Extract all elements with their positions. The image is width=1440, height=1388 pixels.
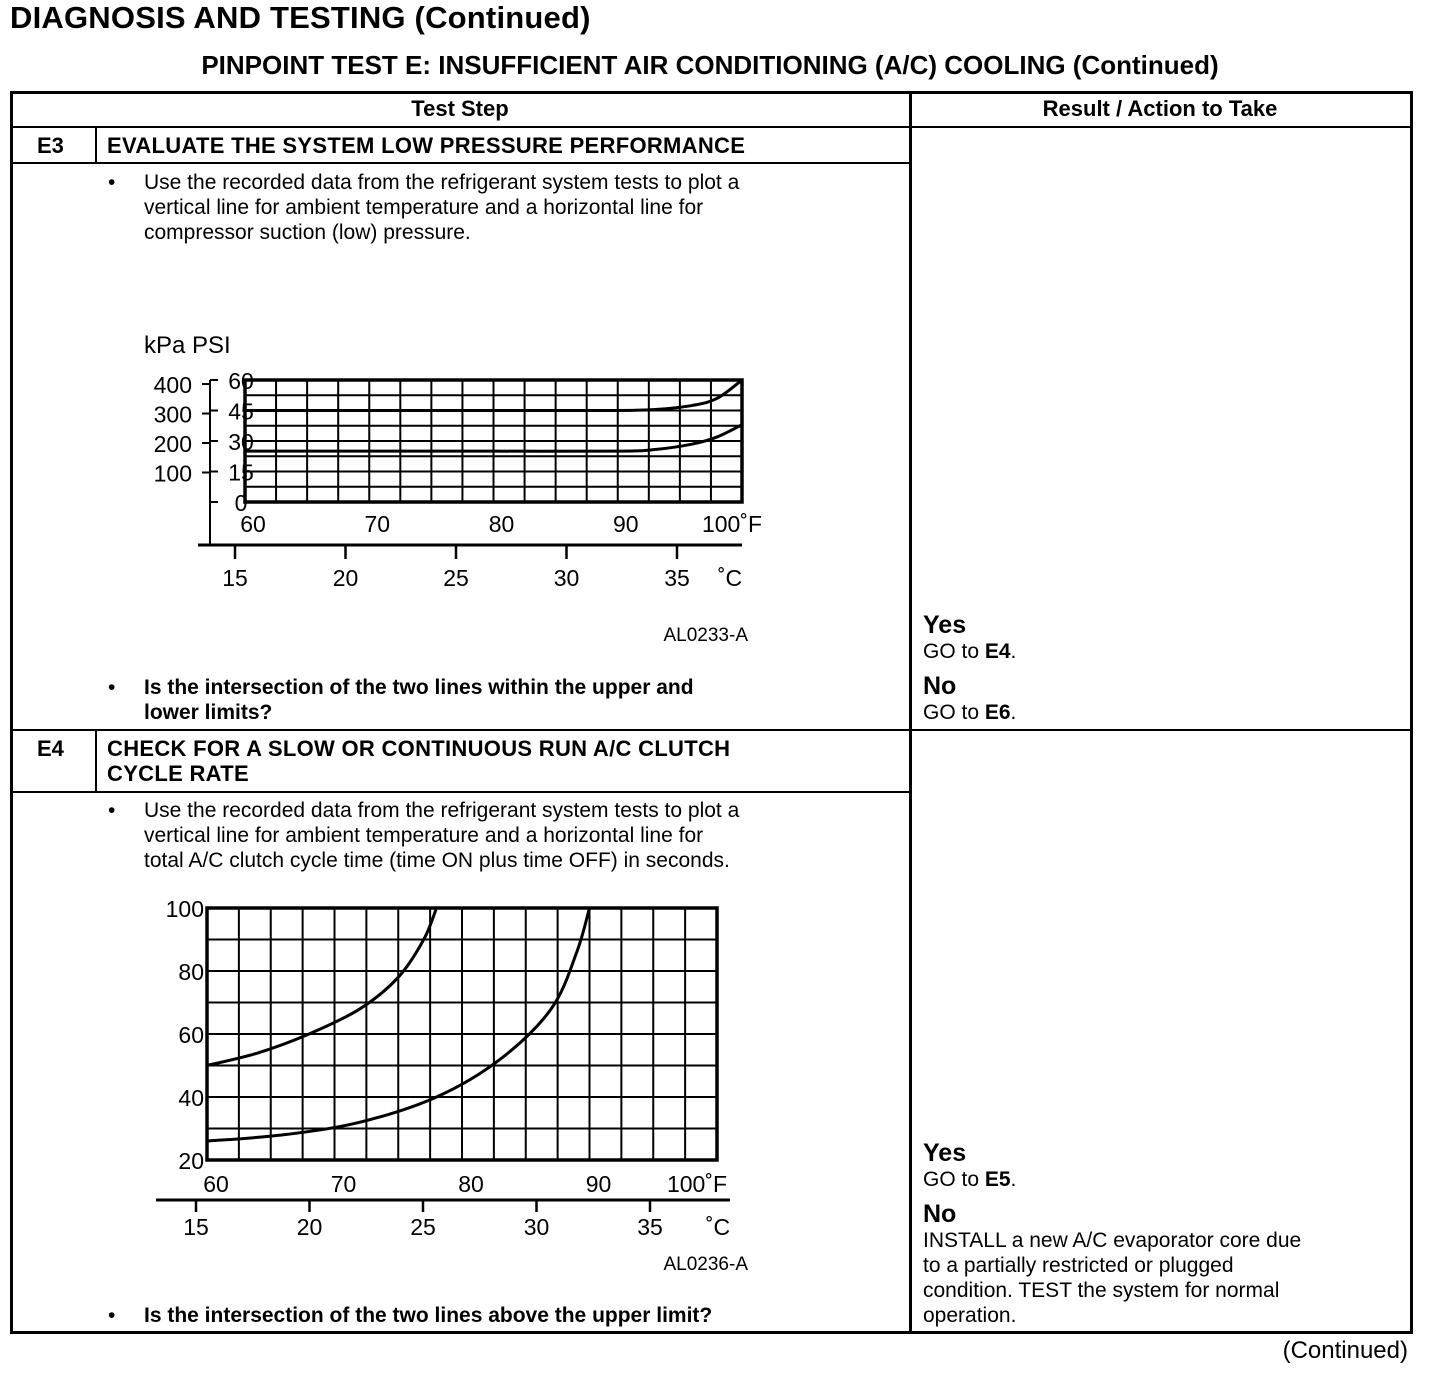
chart1-celsius-label: 35: [664, 565, 690, 591]
chart2-celsius-label: 15: [183, 1214, 209, 1240]
chart1-celsius-unit: ˚C: [717, 565, 743, 591]
page-subtitle: PINPOINT TEST E: INSUFFICIENT AIR CONDITIONING (A/C) COOLING (Continued): [201, 50, 1219, 80]
chart1-figure-id: AL0233-A: [663, 625, 748, 646]
e4-id-divider: [95, 729, 97, 792]
chart2-grid: [207, 908, 717, 1160]
chart1-psi-tick-label: 45: [228, 398, 254, 425]
chart1-celsius-label: 20: [332, 565, 359, 591]
chart2-fahrenheit-label: 70: [330, 1171, 357, 1197]
chart1-axes: [154, 368, 762, 591]
e3-question-line-2: lower limits?: [144, 701, 273, 724]
table-border-top: [10, 91, 1413, 94]
e4-instruction-line-1: Use the recorded data from the refrigerant system tests to plot a: [144, 799, 740, 822]
chart1-fahrenheit-label: 60: [240, 511, 266, 537]
low-pressure-chart: [130, 325, 770, 650]
page-title: DIAGNOSIS AND TESTING (Continued): [10, 0, 591, 35]
chart1-kpa-tick-label: 100: [153, 460, 192, 487]
chart1-kpa-tick-label: 300: [153, 401, 192, 428]
continued-note: (Continued): [1282, 1337, 1408, 1364]
chart2-celsius-label: 20: [296, 1214, 323, 1240]
chart2-fahrenheit-label: 90: [585, 1171, 612, 1197]
chart2-fahrenheit-label: 80: [458, 1171, 484, 1197]
e4-title-line-1: CHECK FOR A SLOW OR CONTINUOUS RUN A/C CLUTCH: [107, 736, 731, 761]
chart2-axes: [156, 896, 730, 1240]
e3-instruction-line-3: compressor suction (low) pressure.: [144, 221, 471, 244]
chart2-y-tick-label: 40: [178, 1085, 204, 1111]
e3-bullet-1: •: [108, 171, 116, 194]
table-header-divider: [10, 126, 1413, 128]
header-test-step: Test Step: [411, 96, 509, 121]
chart2-y-tick-label: 20: [178, 1148, 204, 1174]
e3-yes-label: Yes: [923, 611, 967, 639]
chart1-psi-tick-label: 0: [234, 490, 248, 516]
chart2-figure-id: AL0236-A: [663, 1254, 748, 1275]
header-result-action: Result / Action to Take: [1042, 96, 1278, 121]
chart1-celsius-label: 15: [222, 565, 248, 591]
chart1-fahrenheit-label: 80: [488, 511, 515, 537]
chart1-psi-tick-label: 60: [228, 368, 254, 394]
e4-title-divider: [10, 791, 911, 793]
chart1-celsius-label: 25: [443, 565, 469, 591]
chart1-fahrenheit-label: 70: [364, 511, 391, 537]
e4-row-divider: [10, 729, 1413, 731]
chart1-psi-tick-label: 15: [228, 459, 254, 486]
clutch-cycle-chart: [130, 895, 770, 1285]
e3-bullet-2: •: [108, 676, 116, 699]
e4-instruction-line-2: vertical line for ambient temperature and a horizontal line for: [144, 824, 704, 847]
chart2-celsius-label: 25: [410, 1214, 436, 1240]
table-column-divider: [909, 91, 912, 1334]
e3-yes-action: GO to E4.: [923, 640, 1017, 663]
e3-instruction-line-2: vertical line for ambient temperature and a horizontal line for: [144, 196, 704, 219]
e3-yes-target: E4: [984, 640, 1011, 663]
chart1-fahrenheit-label: 100˚F: [701, 511, 763, 537]
e3-no-action: GO to E6.: [923, 701, 1017, 724]
e3-id-divider: [95, 126, 97, 163]
table-border-right: [1410, 91, 1413, 1334]
e4-title-line-2: CYCLE RATE: [107, 761, 249, 786]
chart2-celsius-label: 35: [637, 1214, 663, 1240]
e3-no-target: E6: [984, 701, 1011, 724]
chart1-celsius-label: 30: [553, 565, 580, 591]
e4-instruction-line-3: total A/C clutch cycle time (time ON plus time OFF) in seconds.: [144, 849, 730, 872]
e4-yes-label: Yes: [923, 1139, 967, 1167]
e3-step-id: E3: [37, 133, 64, 158]
chart1-kpa-tick-label: 400: [153, 372, 192, 399]
e4-question: Is the intersection of the two lines above the upper limit?: [144, 1304, 713, 1327]
e4-no-action-line-1: INSTALL a new A/C evaporator core due: [923, 1229, 1302, 1252]
chart1-grid: [245, 380, 742, 502]
e3-instruction-line-1: Use the recorded data from the refrigerant system tests to plot a: [144, 171, 740, 194]
chart2-y-tick-label: 100: [165, 896, 204, 922]
chart2-fahrenheit-label: 60: [203, 1171, 229, 1197]
chart2-y-tick-label: 80: [178, 959, 204, 985]
chart2-y-tick-label: 60: [178, 1022, 204, 1048]
table-border-bottom: [10, 1331, 1413, 1334]
chart1-psi-tick-label: 30: [228, 429, 254, 455]
chart2-celsius-unit: ˚C: [705, 1214, 731, 1240]
e4-bullet-1: •: [108, 799, 116, 822]
e3-question-line-1: Is the intersection of the two lines within the upper and: [144, 676, 694, 699]
e4-no-action-line-4: operation.: [923, 1304, 1017, 1327]
e4-bullet-2: •: [108, 1304, 116, 1327]
chart2-fahrenheit-label: 100˚F: [666, 1171, 728, 1197]
e4-yes-action: GO to E5.: [923, 1168, 1017, 1191]
chart2-celsius-label: 30: [523, 1214, 550, 1240]
chart1-ylabel: kPa PSI: [144, 332, 231, 359]
e4-no-action-line-3: condition. TEST the system for normal: [923, 1279, 1280, 1302]
chart1-kpa-tick-label: 200: [153, 431, 192, 458]
e3-step-title: EVALUATE THE SYSTEM LOW PRESSURE PERFORMANCE: [107, 133, 746, 158]
chart1-fahrenheit-label: 90: [612, 511, 639, 537]
table-border-left: [10, 91, 13, 1334]
e4-no-label: No: [923, 1200, 957, 1228]
e3-title-divider: [10, 162, 911, 164]
chart2-series-line-upper: [207, 908, 437, 1066]
e3-no-label: No: [923, 672, 957, 700]
e4-yes-target: E5: [984, 1168, 1011, 1191]
e4-no-action-line-2: to a partially restricted or plugged: [923, 1254, 1234, 1277]
e4-step-id: E4: [37, 736, 64, 761]
